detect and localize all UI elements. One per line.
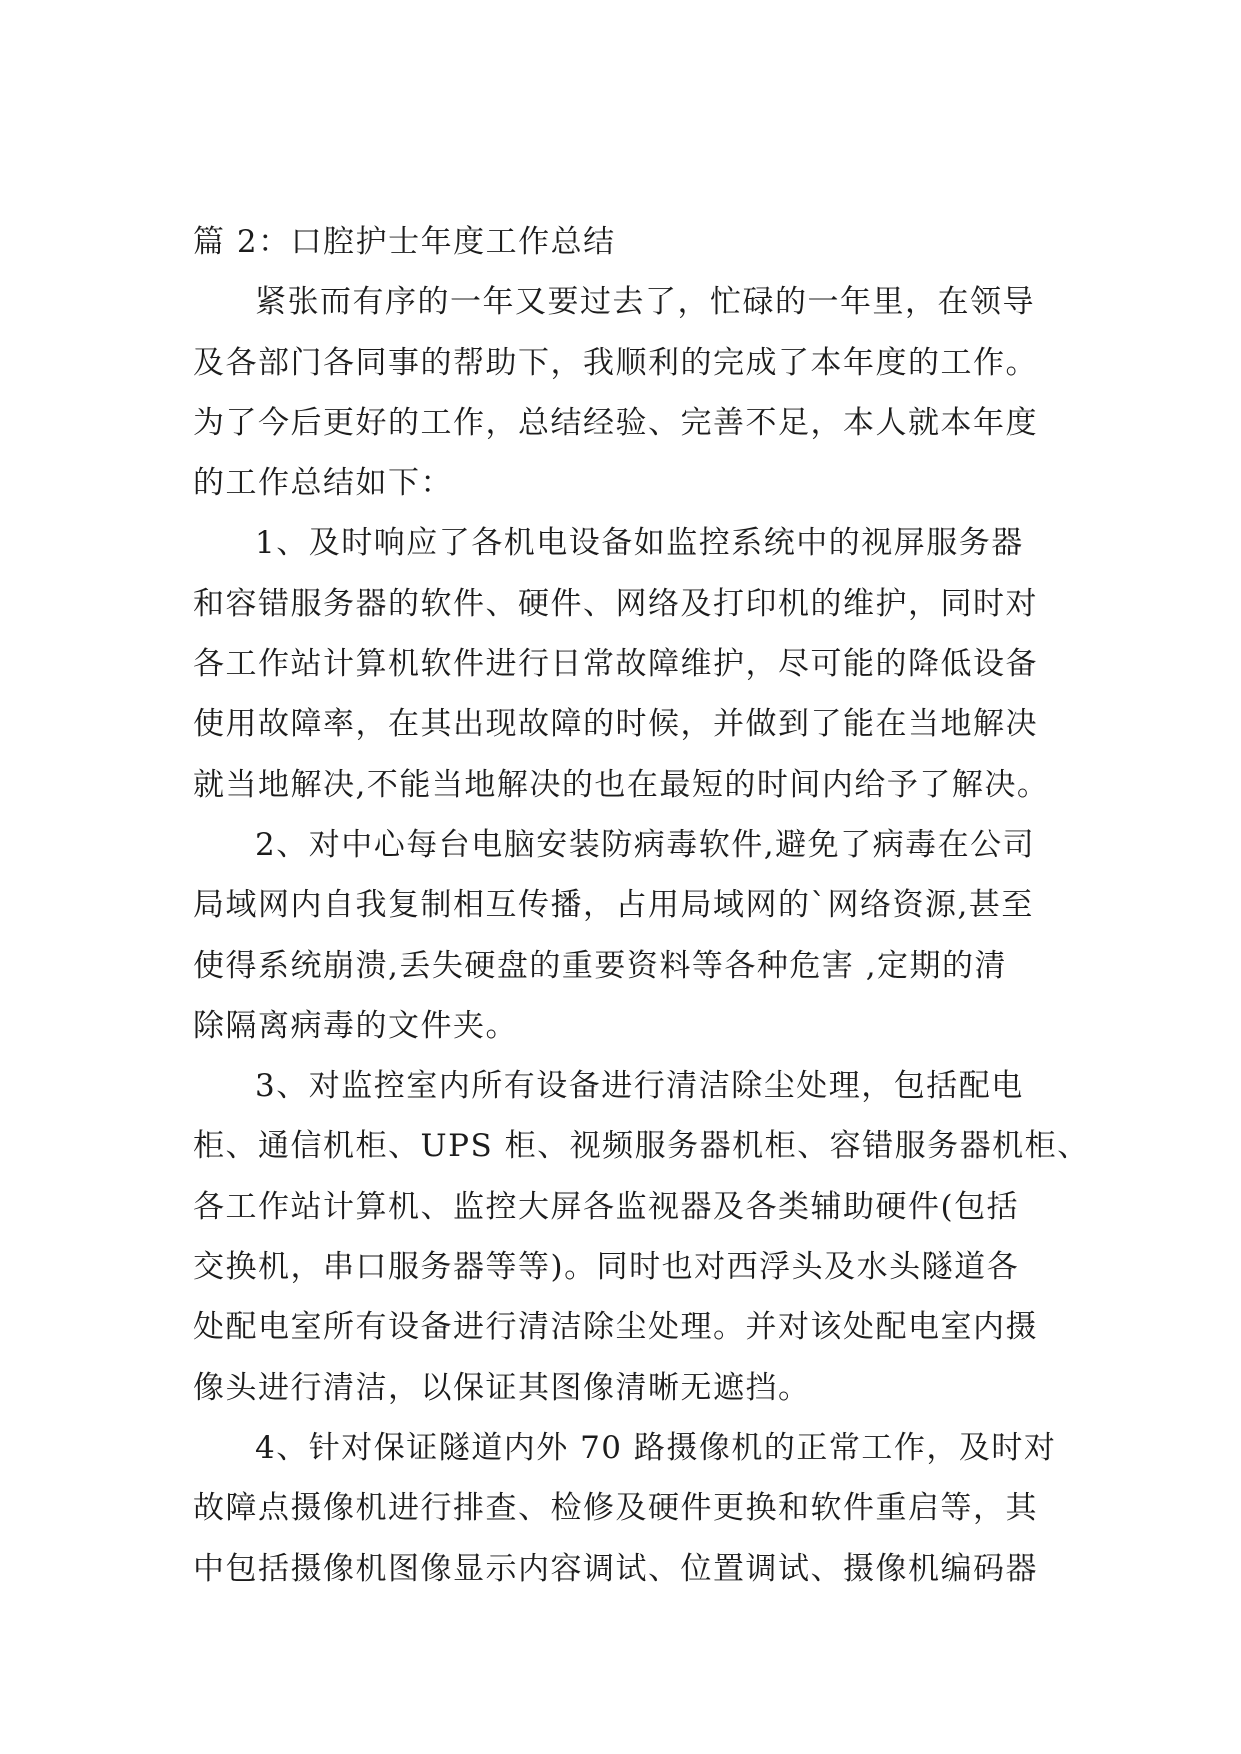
paragraph-line: 像头进行清洁，以保证其图像清晰无遮挡。 <box>193 1369 811 1406</box>
paragraph-line: 紧张而有序的一年又要过去了，忙碌的一年里，在领导 <box>255 284 1035 321</box>
paragraph-line: 除隔离病毒的文件夹。 <box>193 1007 518 1044</box>
paragraph-line: 的工作总结如下： <box>193 465 453 502</box>
document-title: 篇 2：口腔护士年度工作总结 <box>193 224 616 260</box>
paragraph-line: 1、及时响应了各机电设备如监控系统中的视屏服务器 <box>255 525 1024 562</box>
paragraph-line: 3、对监控室内所有设备进行清洁除尘处理，包括配电 <box>255 1068 1024 1105</box>
paragraph-line: 局域网内自我复制相互传播，占用局域网的`网络资源,甚至 <box>193 887 1034 924</box>
paragraph-line: 2、对中心每台电脑安装防病毒软件,避免了病毒在公司 <box>255 826 1036 863</box>
paragraph-line: 就当地解决,不能当地解决的也在最短的时间内给予了解决。 <box>193 766 1050 803</box>
paragraph-line: 各工作站计算机软件进行日常故障维护，尽可能的降低设备 <box>193 646 1038 683</box>
paragraph-line: 各工作站计算机、监控大屏各监视器及各类辅助硬件(包括 <box>193 1188 1020 1225</box>
paragraph-line: 和容错服务器的软件、硬件、网络及打印机的维护，同时对 <box>193 585 1038 622</box>
paragraph-line: 及各部门各同事的帮助下，我顺利的完成了本年度的工作。 <box>193 344 1038 381</box>
paragraph-line: 使用故障率，在其出现故障的时候，并做到了能在当地解决 <box>193 706 1038 743</box>
paragraph-line: 4、针对保证隧道内外 70 路摄像机的正常工作，及时对 <box>255 1429 1057 1466</box>
paragraph-line: 为了今后更好的工作，总结经验、完善不足，本人就本年度 <box>193 404 1038 441</box>
paragraph-line: 处配电室所有设备进行清洁除尘处理。并对该处配电室内摄 <box>193 1309 1038 1346</box>
paragraph-line: 中包括摄像机图像显示内容调试、位置调试、摄像机编码器 <box>193 1550 1038 1587</box>
document-body <box>193 212 1090 1599</box>
paragraph-line: 交换机，串口服务器等等)。同时也对西浮头及水头隧道各 <box>193 1249 1020 1286</box>
paragraph-line: 柜、通信机柜、UPS 柜、视频服务器机柜、容错服务器机柜、 <box>193 1128 1090 1165</box>
paragraph-line: 故障点摄像机进行排查、检修及硬件更换和软件重启等，其 <box>193 1490 1038 1527</box>
paragraph-line: 使得系统崩溃,丢失硬盘的重要资料等各种危害 ,定期的清 <box>193 947 1008 984</box>
